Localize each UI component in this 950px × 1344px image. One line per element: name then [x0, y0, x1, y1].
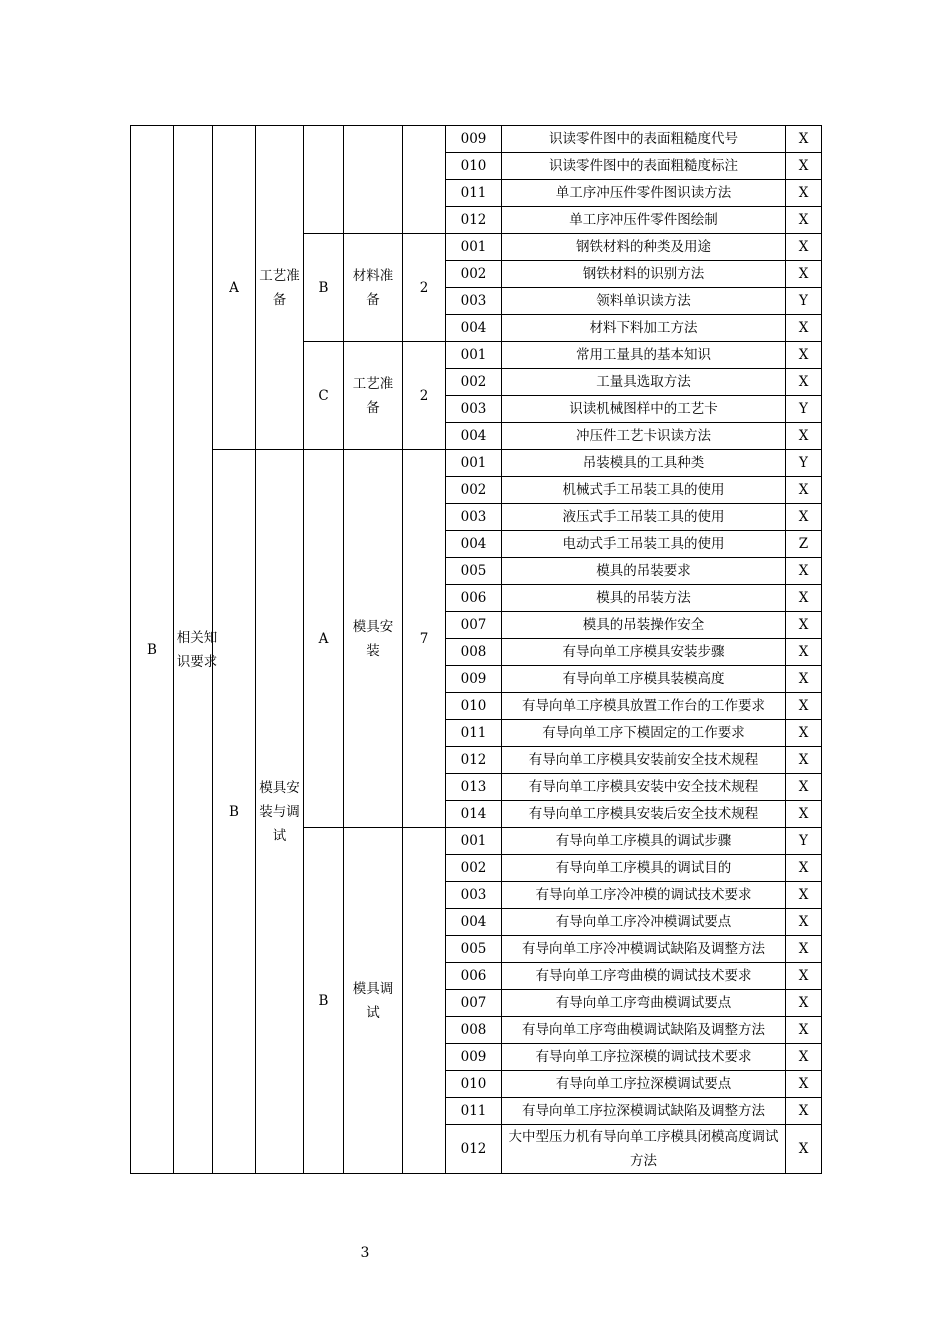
item-number: 011 [446, 720, 502, 747]
item-number: 004 [446, 315, 502, 342]
item-level: X [786, 207, 822, 234]
item-content: 单工序冲压件零件图识读方法 [502, 180, 786, 207]
item-number: 008 [446, 1017, 502, 1044]
item-number: 012 [446, 1125, 502, 1174]
item-number: 009 [446, 1044, 502, 1071]
item-level: X [786, 1098, 822, 1125]
item-content: 钢铁材料的识别方法 [502, 261, 786, 288]
item-number: 010 [446, 153, 502, 180]
item-level: X [786, 1017, 822, 1044]
sec-ab-weight: 2 [403, 234, 446, 342]
item-level: X [786, 936, 822, 963]
item-content: 吊装模具的工具种类 [502, 450, 786, 477]
item-content: 有导向单工序模具安装中安全技术规程 [502, 774, 786, 801]
item-level: X [786, 126, 822, 153]
item-level: X [786, 666, 822, 693]
unit-a-label [256, 126, 304, 450]
sec-ac-label [344, 342, 403, 450]
item-number: 008 [446, 639, 502, 666]
item-level: X [786, 423, 822, 450]
item-level: X [786, 153, 822, 180]
item-content: 有导向单工序冷冲模调试缺陷及调整方法 [502, 936, 786, 963]
item-content: 大中型压力机有导向单工序模具闭模高度调试方法 [502, 1125, 786, 1174]
item-level: X [786, 315, 822, 342]
item-level: X [786, 342, 822, 369]
item-content: 有导向单工序模具的调试目的 [502, 855, 786, 882]
item-content: 有导向单工序拉深模的调试技术要求 [502, 1044, 786, 1071]
sec-aa-code [304, 126, 344, 234]
item-number: 004 [446, 909, 502, 936]
item-content: 模具的吊装方法 [502, 585, 786, 612]
item-level: X [786, 1071, 822, 1098]
item-level: X [786, 909, 822, 936]
item-content: 有导向单工序模具安装后安全技术规程 [502, 801, 786, 828]
table-body [131, 126, 822, 1174]
level1-code: B [131, 126, 174, 1174]
sec-bb-label [344, 828, 403, 1174]
unit-b-code: B [213, 450, 256, 1174]
item-number: 006 [446, 585, 502, 612]
item-level: X [786, 693, 822, 720]
item-level: X [786, 774, 822, 801]
item-content: 机械式手工吊装工具的使用 [502, 477, 786, 504]
item-number: 011 [446, 180, 502, 207]
item-level: X [786, 747, 822, 774]
item-number: 010 [446, 1071, 502, 1098]
item-content: 有导向单工序弯曲模的调试技术要求 [502, 963, 786, 990]
sec-ab-label-text: 材料准备 [352, 267, 394, 308]
sec-ba-label [344, 450, 403, 828]
item-number: 001 [446, 342, 502, 369]
item-content: 钢铁材料的种类及用途 [502, 234, 786, 261]
item-number: 001 [446, 828, 502, 855]
sec-ba-code: A [304, 450, 344, 828]
item-level: X [786, 1044, 822, 1071]
item-number: 001 [446, 234, 502, 261]
item-level: X [786, 558, 822, 585]
item-level: X [786, 855, 822, 882]
page-number: 3 [360, 1245, 370, 1261]
skill-requirements-table [130, 125, 822, 1174]
sec-bb-weight [403, 828, 446, 1174]
item-content: 有导向单工序下模固定的工作要求 [502, 720, 786, 747]
item-level: Y [786, 450, 822, 477]
item-level: X [786, 1125, 822, 1174]
item-number: 013 [446, 774, 502, 801]
item-number: 007 [446, 990, 502, 1017]
item-number: 002 [446, 477, 502, 504]
item-number: 007 [446, 612, 502, 639]
item-number: 003 [446, 504, 502, 531]
item-content: 领料单识读方法 [502, 288, 786, 315]
sec-aa-weight [403, 126, 446, 234]
item-number: 004 [446, 423, 502, 450]
unit-b-label [256, 450, 304, 1174]
unit-a-label-text: 工艺准备 [259, 267, 300, 308]
level1-label [174, 126, 218, 1174]
item-number: 005 [446, 558, 502, 585]
level1-label-text: 相关知识要求 [176, 629, 218, 670]
item-level: X [786, 585, 822, 612]
item-level: X [786, 477, 822, 504]
sec-bb-code: B [304, 828, 344, 1174]
item-level: Z [786, 531, 822, 558]
unit-b-label-text: 模具安装与调试 [259, 779, 300, 844]
table-row [131, 450, 822, 477]
sec-aa-label [344, 126, 403, 234]
item-number: 004 [446, 531, 502, 558]
item-content: 有导向单工序模具安装步骤 [502, 639, 786, 666]
item-number: 002 [446, 261, 502, 288]
item-level: Y [786, 396, 822, 423]
item-number: 006 [446, 963, 502, 990]
item-content: 有导向单工序冷冲模的调试技术要求 [502, 882, 786, 909]
sec-ab-label [344, 234, 403, 342]
item-level: X [786, 801, 822, 828]
item-content: 有导向单工序弯曲模调试缺陷及调整方法 [502, 1017, 786, 1044]
item-content: 液压式手工吊装工具的使用 [502, 504, 786, 531]
sec-bb-label-text: 模具调试 [352, 980, 394, 1021]
item-level: X [786, 369, 822, 396]
item-content: 有导向单工序模具的调试步骤 [502, 828, 786, 855]
item-level: X [786, 990, 822, 1017]
item-content: 有导向单工序拉深模调试要点 [502, 1071, 786, 1098]
item-content: 识读零件图中的表面粗糙度标注 [502, 153, 786, 180]
item-level: X [786, 180, 822, 207]
item-number: 012 [446, 747, 502, 774]
item-level: X [786, 504, 822, 531]
item-content: 有导向单工序拉深模调试缺陷及调整方法 [502, 1098, 786, 1125]
item-content: 单工序冲压件零件图绘制 [502, 207, 786, 234]
item-level: Y [786, 828, 822, 855]
item-content: 有导向单工序模具安装前安全技术规程 [502, 747, 786, 774]
item-level: X [786, 234, 822, 261]
item-content: 电动式手工吊装工具的使用 [502, 531, 786, 558]
item-content: 模具的吊装操作安全 [502, 612, 786, 639]
sec-ac-code: C [304, 342, 344, 450]
item-content: 识读机械图样中的工艺卡 [502, 396, 786, 423]
item-level: X [786, 612, 822, 639]
item-content: 有导向单工序冷冲模调试要点 [502, 909, 786, 936]
item-level: X [786, 261, 822, 288]
item-number: 011 [446, 1098, 502, 1125]
item-level: X [786, 639, 822, 666]
item-number: 010 [446, 693, 502, 720]
sec-ba-weight: 7 [403, 450, 446, 828]
item-number: 001 [446, 450, 502, 477]
item-number: 002 [446, 855, 502, 882]
sec-ac-weight: 2 [403, 342, 446, 450]
item-level: X [786, 963, 822, 990]
item-number: 003 [446, 882, 502, 909]
item-content: 模具的吊装要求 [502, 558, 786, 585]
item-number: 012 [446, 207, 502, 234]
item-content: 冲压件工艺卡识读方法 [502, 423, 786, 450]
unit-a-code: A [213, 126, 256, 450]
item-level: Y [786, 288, 822, 315]
sec-ba-label-text: 模具安装 [352, 618, 394, 659]
sec-ab-code: B [304, 234, 344, 342]
item-content: 有导向单工序模具放置工作台的工作要求 [502, 693, 786, 720]
item-content: 识读零件图中的表面粗糙度代号 [502, 126, 786, 153]
item-number: 003 [446, 288, 502, 315]
item-number: 003 [446, 396, 502, 423]
item-content: 工量具选取方法 [502, 369, 786, 396]
item-content: 常用工量具的基本知识 [502, 342, 786, 369]
item-number: 005 [446, 936, 502, 963]
item-number: 009 [446, 126, 502, 153]
sec-ac-label-text: 工艺准备 [352, 375, 394, 416]
item-number: 002 [446, 369, 502, 396]
item-number: 014 [446, 801, 502, 828]
item-content: 有导向单工序弯曲模调试要点 [502, 990, 786, 1017]
item-content: 材料下料加工方法 [502, 315, 786, 342]
item-number: 009 [446, 666, 502, 693]
table-row [131, 126, 822, 153]
item-level: X [786, 882, 822, 909]
item-content: 有导向单工序模具装模高度 [502, 666, 786, 693]
item-level: X [786, 720, 822, 747]
